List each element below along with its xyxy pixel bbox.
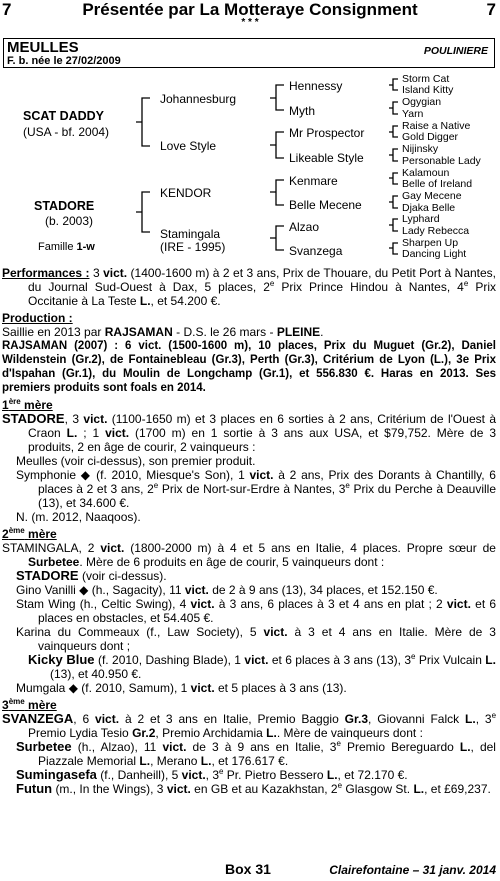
lot-number-left: 7 xyxy=(2,0,12,19)
fd-naaqoos: N. (m. 2012, Naaqoos). xyxy=(16,510,141,524)
surb-l1: L. xyxy=(459,740,471,754)
performances-paragraph xyxy=(2,266,496,308)
first-dam-word: mère xyxy=(24,398,53,412)
td-t6: , Premio Archidamia xyxy=(155,726,263,740)
horse-name: MEULLES xyxy=(7,39,79,56)
gen3-8: Svanzega xyxy=(289,244,343,258)
header-stars: * * * xyxy=(241,17,259,28)
fd-t2: (1100-1650 m) et 3 places en 6 sorties à 2 ans, Critérium de l'Ouest à Craon xyxy=(28,412,497,440)
sd-stamwing xyxy=(2,597,496,625)
surb-d: , del Piazzale Memorial xyxy=(38,740,496,768)
td-futun xyxy=(2,782,496,796)
gen4-2: Island Kitty xyxy=(402,84,454,96)
gen4-15: Sharpen Up xyxy=(402,237,459,249)
td-t3: , Giovanni Falck xyxy=(368,712,460,726)
gen4-1: Storm Cat xyxy=(402,73,450,85)
fd-symphonie xyxy=(2,468,496,510)
sum-a: (f., Danheill), 5 xyxy=(100,768,179,782)
family-label: Famille xyxy=(38,241,74,253)
catalogue-body xyxy=(2,266,496,796)
prod-status: PLEINE xyxy=(276,325,321,339)
gen3-3: Mr Prospector xyxy=(289,126,365,140)
second-dam-word: mère xyxy=(28,527,57,541)
fut-c: Glasgow St. xyxy=(345,782,411,796)
first-dam-heading xyxy=(2,398,496,412)
gen2-4-info: (IRE - 1995) xyxy=(160,240,226,254)
box-number: Box 31 xyxy=(225,861,271,877)
gino-a: Gino Vanilli ◆ (h., Sagacity), 11 xyxy=(16,583,182,597)
surb-l3: L. xyxy=(200,754,212,768)
sd-stadore xyxy=(2,569,496,583)
stam-vict-1: vict. xyxy=(190,597,215,611)
sale-date: Clairefontaine – 31 janv. 2014 xyxy=(329,863,496,877)
kicky-b: et 6 places à 3 ans (13), 3 xyxy=(271,653,412,667)
surb-name: Surbetee xyxy=(16,739,72,754)
sum-vict: vict. xyxy=(181,768,206,782)
second-dam-num: 2 xyxy=(2,527,9,541)
td-gr3: Gr.3 xyxy=(344,712,368,726)
fut-listed: L. xyxy=(413,782,425,796)
third-dam-paragraph xyxy=(2,712,496,740)
sd-surbetee: Surbetee xyxy=(28,555,80,569)
gen4-16: Dancing Light xyxy=(402,248,467,260)
gen4-11: Gay Mecene xyxy=(402,190,462,202)
performances-label: Performances : xyxy=(2,266,90,280)
first-dam-paragraph xyxy=(2,412,496,454)
fut-b: en GB et au Kazakhstan, 2 xyxy=(194,782,338,796)
perf-text-3: Prix Occitanie à La Teste xyxy=(28,280,496,308)
fd-vict-2: vict. xyxy=(105,426,130,440)
surb-f: , et 176.617 €. xyxy=(211,754,289,768)
td-surbetee xyxy=(2,740,496,768)
fut-sup: e xyxy=(337,781,343,790)
karina-vict: vict. xyxy=(263,625,288,639)
surb-sup: e xyxy=(336,739,341,748)
sd-kicky xyxy=(2,653,496,681)
sum-listed: L. xyxy=(326,768,338,782)
sd-t1: STAMINGALA, 2 xyxy=(2,541,95,555)
gen3-7: Alzao xyxy=(289,220,320,234)
family-line xyxy=(38,240,95,254)
sire-name: SCAT DADDY xyxy=(23,109,105,123)
sum-name: Sumingasefa xyxy=(16,767,97,782)
gen3-2: Myth xyxy=(289,104,316,118)
sym-a: Symphonie ◆ (f. 2010, Miesque's Son), 1 xyxy=(16,468,245,482)
surb-vict: vict. xyxy=(162,740,187,754)
sd-t3: . Mère de 6 produits en âge de courir, 5 vainqueurs dont : xyxy=(79,555,385,569)
sum-b: , 3 xyxy=(205,768,219,782)
kicky-c: Prix Vulcain xyxy=(418,653,482,667)
td-t4: , 3 xyxy=(475,712,492,726)
gen2-2: Love Style xyxy=(160,139,217,153)
perf-wins: 3 xyxy=(92,266,100,280)
perf-text-4: , et 54.200 €. xyxy=(150,294,221,308)
sd-vict: vict. xyxy=(100,541,125,555)
stam-c: et 6 places en obstacles, et 54.405 €. xyxy=(38,597,497,625)
fd-vict-1: vict. xyxy=(83,412,108,426)
gen4-10: Belle of Ireland xyxy=(402,178,473,190)
horse-name-box xyxy=(3,38,495,68)
sd-t2: (1800-2000 m) à 4 et 5 ans en Italie, 4 places. Propre sœur de xyxy=(130,541,496,555)
third-dam-name: SVANZEGA xyxy=(2,711,74,726)
production-line xyxy=(2,325,496,339)
fut-d: , et £69,237. xyxy=(424,782,491,796)
td-t1: , 6 xyxy=(73,712,90,726)
td-t2: à 2 et 3 ans en Italie, Premio Baggio xyxy=(124,712,339,726)
kicky-a: (f. 2010, Dashing Blade), 1 xyxy=(97,653,241,667)
sum-sup: e xyxy=(219,767,224,776)
kicky-listed: L. xyxy=(485,653,496,667)
td-listed-1: L. xyxy=(465,712,476,726)
gen4-5: Raise a Native xyxy=(402,120,471,132)
third-dam-word: mère xyxy=(28,698,57,712)
production-stallion-paragraph: RAJSAMAN (2007) : 6 vict. (1500-1600 m), 10 places, Prix du Muguet (Gr.2), Daniel Wildenstein (Gr.2), de Fontainebleau (Gr.3), Perth (Gr.3), Critérium de Lyon (L.), 3e Prix d'Ispahan (Gr.1), du Moulin de Longchamp (Gr.1), et 556.830 €. Haras en 2013. Ses premiers produits sont foals en 2014. xyxy=(2,340,496,394)
sym-sup-2: e xyxy=(345,481,350,490)
second-dam-heading xyxy=(2,527,496,541)
sd-stadore-text: (voir ci-dessus). xyxy=(81,569,167,583)
dam-info: (b. 2003) xyxy=(45,214,94,228)
kicky-d: (13), et 40.950 €. xyxy=(50,667,142,681)
surb-a: (h., Alzao), 11 xyxy=(77,740,157,754)
gen3-1: Hennessy xyxy=(289,79,343,93)
prod-stallion: RAJSAMAN xyxy=(104,325,173,339)
sym-d: Prix du Perche à Deauville (13), et 34.600 €. xyxy=(38,482,497,510)
gen4-13: Lyphard xyxy=(402,213,440,225)
td-sup: e xyxy=(491,711,497,720)
dam-name: STADORE xyxy=(34,199,95,213)
sd-karina xyxy=(2,625,496,653)
production-heading: Production : xyxy=(2,311,73,325)
perf-listed: L. xyxy=(139,294,151,308)
fut-a: (m., In the Wings), 3 xyxy=(55,782,164,796)
horse-category: POULINIERE xyxy=(423,45,488,57)
mum-b: et 5 places à 3 ans (13). xyxy=(218,681,347,695)
gen4-3: Ogygian xyxy=(402,96,442,108)
stam-b: à 3 ans, 6 places à 3 et 4 ans en plat ; 2 xyxy=(218,597,443,611)
gen3-4: Likeable Style xyxy=(289,151,364,165)
sym-sup-1: e xyxy=(153,481,159,490)
gen4-12: Djaka Belle xyxy=(402,202,456,214)
prod-text-e: . xyxy=(320,325,324,339)
horse-birth: F. b. née le 27/02/2009 xyxy=(7,55,121,67)
gen4-6: Gold Digger xyxy=(402,131,459,143)
third-dam-heading xyxy=(2,698,496,712)
mum-vict: vict. xyxy=(190,681,215,695)
gen2-4: Stamingala xyxy=(160,227,221,241)
kicky-name: Kicky Blue xyxy=(28,652,95,667)
td-t7: . Mère de vainqueurs dont : xyxy=(276,726,423,740)
karina-a: Karina du Commeaux (f., Law Society), 5 xyxy=(16,625,257,639)
gen3-5: Kenmare xyxy=(289,174,338,188)
fd-t3: ; 1 xyxy=(83,426,100,440)
sym-vict: vict. xyxy=(249,468,274,482)
stam-a: Stam Wing (h., Celtic Swing), 4 xyxy=(16,597,187,611)
sd-gino xyxy=(2,583,496,597)
first-dam-num: 1 xyxy=(2,398,9,412)
fut-name: Futun xyxy=(16,781,53,796)
page-footer xyxy=(0,862,500,880)
gen4-14: Lady Rebecca xyxy=(402,225,470,237)
sym-b: à 2 ans, Prix des Dorants à Chantilly, 6 places à 2 et 3 ans, 2 xyxy=(38,468,496,496)
td-gr2: Gr.2 xyxy=(132,726,156,740)
td-listed-2: L. xyxy=(266,726,277,740)
first-dam-sup: ère xyxy=(8,397,21,406)
sd-stadore-name: STADORE xyxy=(16,568,79,583)
gen4-7: Nijinsky xyxy=(402,143,439,155)
td-vict: vict. xyxy=(95,712,120,726)
td-t5: Premio Lydia Tesio xyxy=(28,726,129,740)
sire-info: (USA - bf. 2004) xyxy=(23,125,110,139)
karina-b: à 3 et 4 ans en Italie. Mère de 3 vainqueurs dont ; xyxy=(38,625,496,653)
sum-d: , et 72.170 €. xyxy=(337,768,408,782)
pedigree-chart xyxy=(0,70,500,265)
fd-t4: (1700 m) en 1 sortie à 3 ans aux USA, et $79,752. Mère de 3 produits, 2 en âge de courir, 2 vainqueurs : xyxy=(28,426,496,454)
sym-c: Prix de Nort-sur-Erdre à Nantes, 3 xyxy=(161,482,346,496)
gino-b: de 2 à 9 ans (13), 34 places, et 152.150 €. xyxy=(212,583,438,597)
kicky-sup: e xyxy=(411,652,416,661)
mum-a: Mumgala ◆ (f. 2010, Samum), 1 xyxy=(16,681,188,695)
gen2-3: KENDOR xyxy=(160,186,212,200)
stam-vict-2: vict. xyxy=(446,597,471,611)
perf-sup-1: e xyxy=(269,279,275,288)
gen4-8: Personable Lady xyxy=(402,155,481,167)
td-sumingasefa xyxy=(2,768,496,782)
gen3-6: Belle Mecene xyxy=(289,198,362,212)
fut-vict: vict. xyxy=(166,782,191,796)
perf-text-1: (1400-1600 m) à 2 et 3 ans, Prix de Thouare, du Petit Port à Nantes, du Journal Sud-Ouest à Dax, 5 places, 2 xyxy=(28,266,497,294)
family-value: 1-w xyxy=(76,241,95,253)
surb-l2: L. xyxy=(139,754,151,768)
sum-c: Pr. Pietro Bessero xyxy=(226,768,324,782)
kicky-vict: vict. xyxy=(244,653,269,667)
surb-e: , Merano xyxy=(150,754,198,768)
consignor-title: Présentée par La Motteraye Consignment xyxy=(82,0,418,19)
first-dam-name: STADORE xyxy=(2,411,65,426)
gino-vict: vict. xyxy=(184,583,209,597)
third-dam-sup: ème xyxy=(8,697,25,706)
surb-b: de 3 à 9 ans en Italie, 3 xyxy=(192,740,337,754)
fd-meulles: Meulles (voir ci-dessus), son premier produit. xyxy=(16,454,256,468)
third-dam-num: 3 xyxy=(2,698,9,712)
surb-c: Premio Bereguardo xyxy=(347,740,454,754)
gen4-9: Kalamoun xyxy=(402,167,450,179)
lot-number-right: 7 xyxy=(486,0,496,19)
prod-text-c: - D.S. le 26 mars - xyxy=(176,325,274,339)
gen2-1: Johannesburg xyxy=(160,92,237,106)
second-dam-sup: ème xyxy=(8,526,25,535)
gen4-4: Yarn xyxy=(402,108,424,120)
fd-listed: L. xyxy=(66,426,78,440)
fd-t1: , 3 xyxy=(64,412,79,426)
second-dam-paragraph xyxy=(2,541,496,569)
perf-text-2: Prix Prince Hindou à Nantes, 4 xyxy=(281,280,464,294)
sd-mumgala xyxy=(2,681,496,695)
perf-sup-2: e xyxy=(463,279,469,288)
prod-text-a: Saillie en 2013 par xyxy=(2,325,102,339)
perf-vict: vict. xyxy=(103,266,128,280)
